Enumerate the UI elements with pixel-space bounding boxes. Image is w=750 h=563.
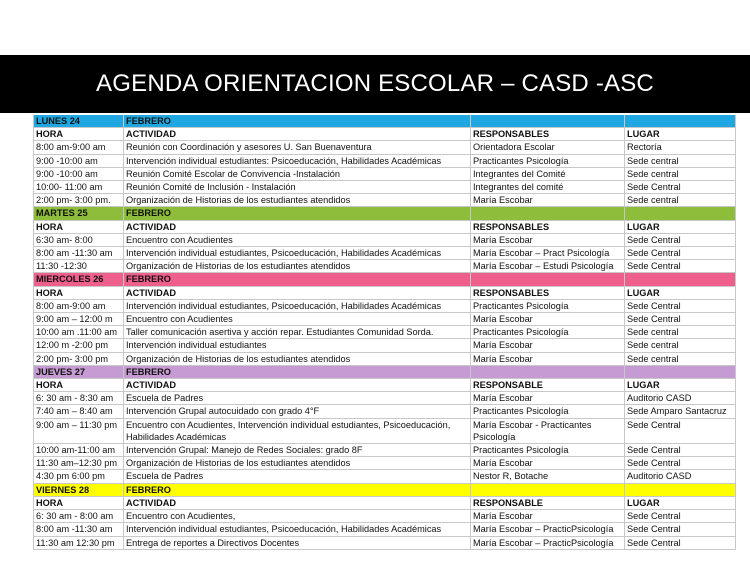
- place-cell: Auditorio CASD: [625, 392, 736, 405]
- table-row: [33, 155, 736, 168]
- column-header-responsible: RESPONSABLE: [471, 379, 625, 392]
- responsible-cell: María Escobar: [471, 392, 625, 405]
- activity-cell: Encuentro con Acudientes: [124, 234, 471, 247]
- place-cell: Sede Central: [625, 523, 736, 536]
- day-section-jueves: [33, 366, 736, 484]
- column-header-place: LUGAR: [625, 287, 736, 300]
- empty-cell: [471, 366, 625, 379]
- column-header-row: [33, 497, 736, 510]
- place-cell: Sede Central: [625, 181, 736, 194]
- time-cell: 4:30 pm 6:00 pm: [33, 470, 124, 483]
- responsible-cell: María Escobar – Pract Psicología: [471, 247, 625, 260]
- table-row: [33, 260, 736, 273]
- activity-cell: Taller comunicación asertiva y acción repar. Estudiantes Comunidad Sorda.: [124, 326, 471, 339]
- place-cell: Sede Central: [625, 260, 736, 273]
- column-header-activity: ACTIVIDAD: [124, 379, 471, 392]
- time-cell: 6: 30 am - 8:00 am: [33, 510, 124, 523]
- time-cell: 10:00 am-11:00 am: [33, 444, 124, 457]
- responsible-cell: María Escobar: [471, 194, 625, 207]
- table-row: [33, 353, 736, 366]
- day-section-lunes: [33, 115, 736, 207]
- day-label: JUEVES 27: [33, 366, 124, 379]
- responsible-cell: María Escobar – Estudi Psicología: [471, 260, 625, 273]
- table-row: [33, 326, 736, 339]
- place-cell: Sede Central: [625, 537, 736, 550]
- place-cell: Sede Central: [625, 419, 736, 444]
- responsible-cell: Practicantes Psicología: [471, 300, 625, 313]
- activity-cell: Organización de Historias de los estudiantes atendidos: [124, 194, 471, 207]
- empty-cell: [625, 115, 736, 128]
- place-cell: Sede Central: [625, 444, 736, 457]
- month-label: FEBRERO: [124, 115, 471, 128]
- responsible-cell: María Escobar: [471, 353, 625, 366]
- responsible-cell: Practicantes Psicología: [471, 155, 625, 168]
- column-header-responsible: RESPONSABLES: [471, 287, 625, 300]
- table-row: [33, 510, 736, 523]
- table-row: [33, 419, 736, 444]
- place-cell: Sede Central: [625, 300, 736, 313]
- column-header-place: LUGAR: [625, 221, 736, 234]
- place-cell: Sede central: [625, 353, 736, 366]
- day-header-row: [33, 115, 736, 128]
- day-label: LUNES 24: [33, 115, 124, 128]
- day-label: MIERCOLES 26: [33, 273, 124, 286]
- time-cell: 11:30 am 12:30 pm: [33, 537, 124, 550]
- time-cell: 9:00 -10:00 am: [33, 155, 124, 168]
- table-row: [33, 405, 736, 418]
- place-cell: Sede central: [625, 326, 736, 339]
- empty-cell: [471, 484, 625, 497]
- month-label: FEBRERO: [124, 366, 471, 379]
- activity-cell: Escuela de Padres: [124, 470, 471, 483]
- table-row: [33, 168, 736, 181]
- day-section-viernes: [33, 484, 736, 550]
- column-header-time: HORA: [33, 287, 124, 300]
- column-header-time: HORA: [33, 497, 124, 510]
- responsible-cell: Integrantes del comité: [471, 181, 625, 194]
- place-cell: Sede central: [625, 155, 736, 168]
- column-header-row: [33, 287, 736, 300]
- place-cell: Sede Central: [625, 457, 736, 470]
- responsible-cell: Practicantes Psicología: [471, 326, 625, 339]
- responsible-cell: María Escobar – PracticPsicología: [471, 537, 625, 550]
- responsible-cell: Practicantes Psicología: [471, 405, 625, 418]
- table-row: [33, 392, 736, 405]
- empty-cell: [625, 484, 736, 497]
- column-header-row: [33, 379, 736, 392]
- day-header-row: [33, 273, 736, 286]
- responsible-cell: Integrantes del Comité: [471, 168, 625, 181]
- column-header-row: [33, 128, 736, 141]
- column-header-responsible: RESPONSABLE: [471, 497, 625, 510]
- time-cell: 7:40 am – 8:40 am: [33, 405, 124, 418]
- empty-cell: [471, 273, 625, 286]
- agenda-table: [33, 115, 736, 550]
- activity-cell: Intervención Grupal autocuidado con grado 4°F: [124, 405, 471, 418]
- activity-cell: Intervención Grupal: Manejo de Redes Sociales: grado 8F: [124, 444, 471, 457]
- column-header-place: LUGAR: [625, 128, 736, 141]
- month-label: FEBRERO: [124, 273, 471, 286]
- month-label: FEBRERO: [124, 484, 471, 497]
- table-row: [33, 141, 736, 154]
- table-row: [33, 313, 736, 326]
- column-header-responsible: RESPONSABLES: [471, 221, 625, 234]
- time-cell: 9:00 am – 11:30 pm: [33, 419, 124, 444]
- responsible-cell: María Escobar - Practicantes Psicología: [471, 419, 625, 444]
- time-cell: 2:00 pm- 3:00 pm: [33, 353, 124, 366]
- activity-cell: Organización de Historias de los estudiantes atendidos: [124, 353, 471, 366]
- activity-cell: Entrega de reportes a Directivos Docentes: [124, 537, 471, 550]
- time-cell: 8:00 am -11:30 am: [33, 523, 124, 536]
- table-row: [33, 181, 736, 194]
- table-row: [33, 444, 736, 457]
- activity-cell: Reunión con Coordinación y asesores U. San Buenaventura: [124, 141, 471, 154]
- activity-cell: Intervención individual estudiantes: [124, 339, 471, 352]
- empty-cell: [625, 207, 736, 220]
- day-label: MARTES 25: [33, 207, 124, 220]
- table-row: [33, 247, 736, 260]
- day-header-row: [33, 484, 736, 497]
- activity-cell: Intervención individual estudiantes, Psicoeducación, Habilidades Académicas: [124, 523, 471, 536]
- place-cell: Sede central: [625, 168, 736, 181]
- responsible-cell: Nestor R, Botache: [471, 470, 625, 483]
- page-title: AGENDA ORIENTACION ESCOLAR – CASD -ASC: [96, 70, 654, 97]
- table-row: [33, 339, 736, 352]
- column-header-place: LUGAR: [625, 497, 736, 510]
- empty-cell: [471, 115, 625, 128]
- responsible-cell: María Escobar: [471, 457, 625, 470]
- activity-cell: Intervención individual estudiantes: Psicoeducación, Habilidades Académicas: [124, 155, 471, 168]
- time-cell: 11:30 am–12:30 pm: [33, 457, 124, 470]
- responsible-cell: María Escobar: [471, 234, 625, 247]
- time-cell: 10:00 am .11:00 am: [33, 326, 124, 339]
- place-cell: Sede Central: [625, 510, 736, 523]
- column-header-time: HORA: [33, 128, 124, 141]
- activity-cell: Intervención individual estudiantes, Psicoeducación, Habilidades Académicas: [124, 247, 471, 260]
- time-cell: 6:30 am- 8:00: [33, 234, 124, 247]
- time-cell: 12:00 m -2:00 pm: [33, 339, 124, 352]
- place-cell: Auditorio CASD: [625, 470, 736, 483]
- column-header-row: [33, 221, 736, 234]
- activity-cell: Encuentro con Acudientes,: [124, 510, 471, 523]
- activity-cell: Reunión Comité Escolar de Convivencia -Instalación: [124, 168, 471, 181]
- table-row: [33, 300, 736, 313]
- time-cell: 10:00- 11:00 am: [33, 181, 124, 194]
- activity-cell: Encuentro con Acudientes, Intervención individual estudiantes, Psicoeducación, Habilidades Académicas: [124, 419, 471, 444]
- time-cell: 8:00 am-9:00 am: [33, 141, 124, 154]
- time-cell: 9:00 am – 12:00 m: [33, 313, 124, 326]
- column-header-time: HORA: [33, 379, 124, 392]
- table-row: [33, 537, 736, 550]
- column-header-activity: ACTIVIDAD: [124, 128, 471, 141]
- time-cell: 2:00 pm- 3:00 pm.: [33, 194, 124, 207]
- responsible-cell: Orientadora Escolar: [471, 141, 625, 154]
- responsible-cell: María Escobar: [471, 339, 625, 352]
- responsible-cell: Practicantes Psicología: [471, 444, 625, 457]
- place-cell: Sede central: [625, 194, 736, 207]
- table-row: [33, 194, 736, 207]
- time-cell: 9:00 -10:00 am: [33, 168, 124, 181]
- place-cell: Rectoría: [625, 141, 736, 154]
- day-header-row: [33, 366, 736, 379]
- activity-cell: Reunión Comité de Inclusión - Instalación: [124, 181, 471, 194]
- day-section-miercoles: [33, 273, 736, 365]
- time-cell: 8:00 am-9:00 am: [33, 300, 124, 313]
- day-label: VIERNES 28: [33, 484, 124, 497]
- place-cell: Sede Central: [625, 234, 736, 247]
- month-label: FEBRERO: [124, 207, 471, 220]
- activity-cell: Intervención individual estudiantes, Psicoeducación, Habilidades Académicas: [124, 300, 471, 313]
- day-header-row: [33, 207, 736, 220]
- table-row: [33, 523, 736, 536]
- empty-cell: [625, 366, 736, 379]
- column-header-activity: ACTIVIDAD: [124, 221, 471, 234]
- time-cell: 6: 30 am - 8:30 am: [33, 392, 124, 405]
- column-header-responsible: RESPONSABLES: [471, 128, 625, 141]
- day-section-martes: [33, 207, 736, 273]
- column-header-place: LUGAR: [625, 379, 736, 392]
- column-header-time: HORA: [33, 221, 124, 234]
- activity-cell: Encuentro con Acudientes: [124, 313, 471, 326]
- time-cell: 8:00 am -11:30 am: [33, 247, 124, 260]
- activity-cell: Escuela de Padres: [124, 392, 471, 405]
- responsible-cell: María Escobar: [471, 510, 625, 523]
- empty-cell: [471, 207, 625, 220]
- table-row: [33, 234, 736, 247]
- responsible-cell: María Escobar: [471, 313, 625, 326]
- activity-cell: Organización de Historias de los estudiantes atendidos: [124, 260, 471, 273]
- title-banner: [0, 55, 750, 113]
- empty-cell: [625, 273, 736, 286]
- table-row: [33, 470, 736, 483]
- column-header-activity: ACTIVIDAD: [124, 497, 471, 510]
- place-cell: Sede Central: [625, 247, 736, 260]
- place-cell: Sede central: [625, 339, 736, 352]
- table-row: [33, 457, 736, 470]
- activity-cell: Organización de Historias de los estudiantes atendidos: [124, 457, 471, 470]
- place-cell: Sede Amparo Santacruz: [625, 405, 736, 418]
- time-cell: 11:30 -12:30: [33, 260, 124, 273]
- responsible-cell: María Escobar – PracticPsicología: [471, 523, 625, 536]
- column-header-activity: ACTIVIDAD: [124, 287, 471, 300]
- place-cell: Sede Central: [625, 313, 736, 326]
